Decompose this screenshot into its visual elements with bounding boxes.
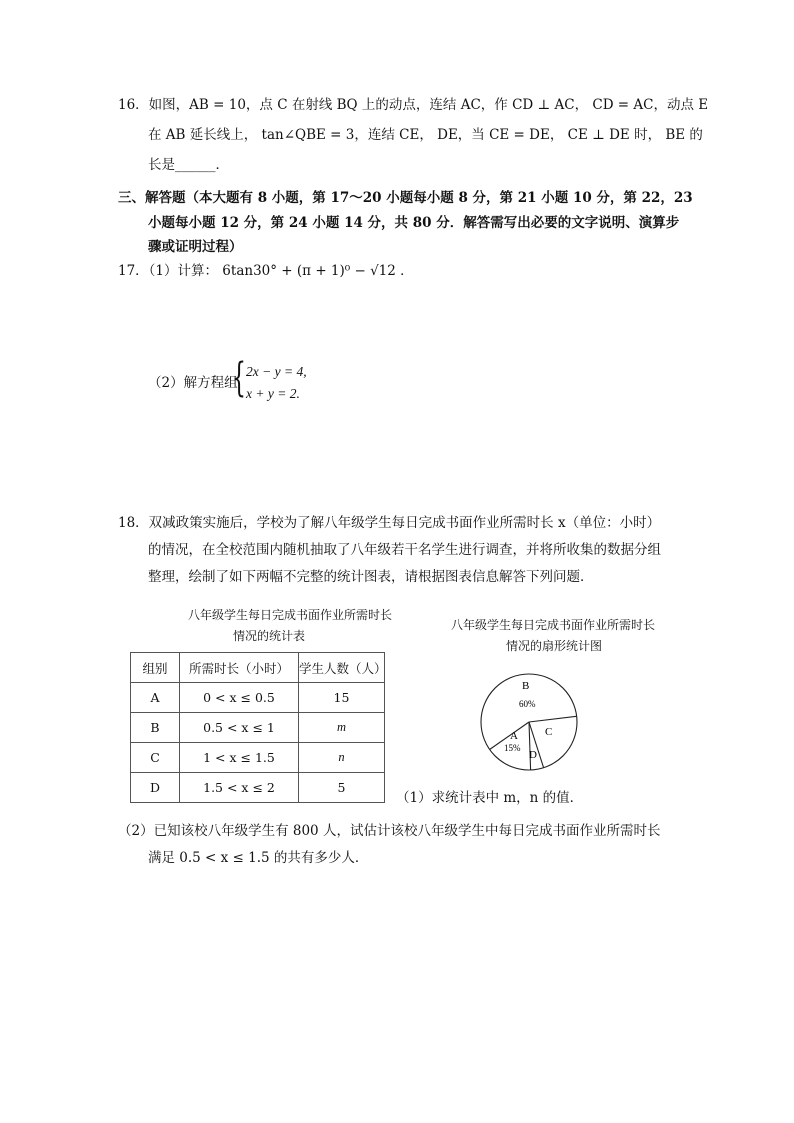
q18-line2: 的情况，在全校范围内随机抽取了八年级若干名学生进行调查，并将所收集的数据分组	[148, 542, 661, 558]
q16-line1: 16．如图，AB = 10，点 C 在射线 BQ 上的动点，连结 AC，作 CD ⊥ AC， CD = AC，动点 E	[118, 97, 709, 113]
section3-line2: 小题每小题 12 分，第 24 小题 14 分，共 80 分．解答需写出必要的文字说明、演算步	[148, 215, 680, 231]
cell-duration: 1.5 < x ≤ 2	[180, 773, 299, 803]
cell-group: D	[131, 773, 180, 803]
pie-boundary-B-C	[529, 716, 577, 722]
table-title-line2: 情况的统计表	[233, 629, 306, 643]
q18-sub2-line1: （2）已知该校八年级学生有 800 人，试估计该校八年级学生中每日完成书面作业所需时长	[118, 823, 661, 839]
pie-label-D: D	[529, 749, 537, 761]
q18-sub1: （1）求统计表中 m，n 的值．	[396, 790, 584, 806]
cell-count: m	[299, 713, 385, 743]
cell-duration: 1 < x ≤ 1.5	[180, 743, 299, 773]
cell-count: n	[299, 743, 385, 773]
cell-group: A	[131, 683, 180, 713]
pie-title-line2: 情况的扇形统计图	[506, 639, 603, 653]
cell-count: 15	[299, 683, 385, 713]
header-group: 组别	[131, 653, 180, 683]
section3-line1: 三、解答题（本大题有 8 小题，第 17～20 小题每小题 8 分，第 21 小题 10 分，第 22，23	[118, 190, 693, 206]
cell-group: C	[131, 743, 180, 773]
table-row	[131, 683, 385, 713]
table-row	[131, 713, 385, 743]
table-row	[131, 743, 385, 773]
q16-line2: 在 AB 延长线上， tan∠QBE = 3，连结 CE， DE，当 CE = DE， CE ⊥ DE 时， BE 的	[148, 127, 703, 143]
pie-boundary-D-A	[529, 722, 531, 770]
pie-label-A: A	[510, 730, 518, 742]
header-duration: 所需时长（小时）	[180, 653, 299, 683]
q17-part1: 17．（1）计算： 6tan30° + (π + 1)⁰ − √12 ．	[118, 263, 414, 279]
cell-duration: 0.5 < x ≤ 1	[180, 713, 299, 743]
header-count: 学生人数（人）	[299, 653, 385, 683]
brace-symbol: {	[232, 355, 246, 401]
q18-line3: 整理，绘制了如下两幅不完整的统计图表，请根据图表信息解答下列问题．	[148, 569, 594, 585]
pie-label-C: C	[545, 726, 553, 738]
q17-part2-label: （2）解方程组	[148, 375, 238, 391]
pie-chart	[470, 665, 590, 780]
table-title-line1: 八年级学生每日完成书面作业所需时长	[188, 608, 393, 622]
table-row	[131, 773, 385, 803]
pie-value-B: 60%	[519, 699, 536, 709]
q18-sub2-line2: 满足 0.5 < x ≤ 1.5 的共有多少人．	[148, 850, 369, 866]
cell-count: 5	[299, 773, 385, 803]
cell-group: B	[131, 713, 180, 743]
pie-title-line1: 八年级学生每日完成书面作业所需时长	[451, 618, 656, 632]
equation-1: 2x − y = 4,	[246, 364, 307, 379]
q18-line1: 18．双减政策实施后，学校为了解八年级学生每日完成书面作业所需时长 x（单位：小时）	[118, 515, 661, 531]
pie-label-B: B	[522, 680, 530, 692]
section3-line3: 骤或证明过程）	[148, 239, 243, 255]
statistics-table	[130, 652, 385, 803]
equation-2: x + y = 2.	[246, 386, 300, 401]
pie-value-A: 15%	[504, 743, 521, 753]
table-header-row	[131, 653, 385, 683]
q16-line3: 长是______．	[148, 157, 229, 173]
cell-duration: 0 < x ≤ 0.5	[180, 683, 299, 713]
